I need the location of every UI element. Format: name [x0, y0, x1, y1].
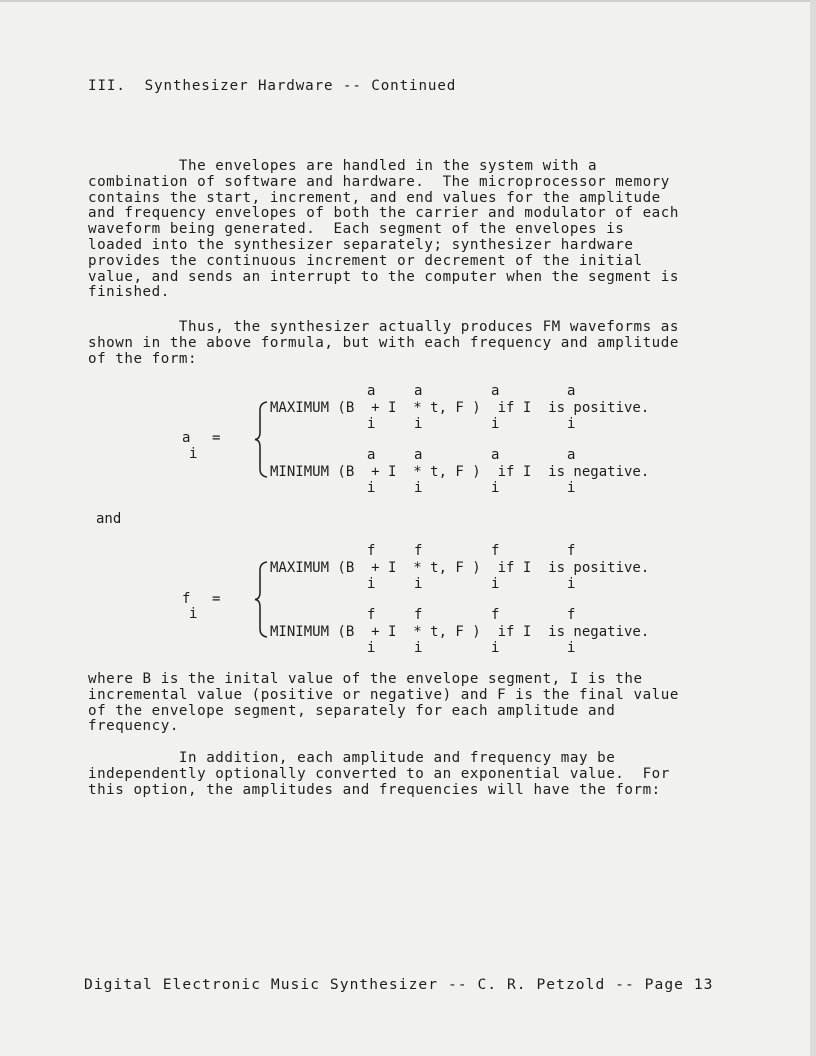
- section-heading: III. Synthesizer Hardware -- Continued: [88, 78, 457, 94]
- connector-and: and: [96, 511, 122, 527]
- freq-min-sup-cond: f: [567, 607, 576, 623]
- freq-min-sub-cond: i: [567, 640, 576, 656]
- frequency-lhs: f: [182, 591, 191, 607]
- freq-min-sup-i: f: [414, 607, 423, 623]
- brace-amplitude: [254, 401, 268, 478]
- amp-max-sub-cond: i: [567, 416, 576, 432]
- amp-max-sup-b: a: [367, 383, 376, 399]
- amplitude-lhs-subscript: i: [189, 446, 198, 462]
- amp-max-sup-i: a: [414, 383, 423, 399]
- freq-max-line: MAXIMUM (B + I * t, F ) if I is positive.: [270, 560, 650, 576]
- amp-min-line: MINIMUM (B + I * t, F ) if I is negative.: [270, 464, 650, 480]
- paragraph-fm-waveforms: Thus, the synthesizer actually produces FM waveforms as shown in the above formula, but with each frequency and amplitude of the form:: [88, 319, 679, 367]
- amp-min-sub-b: i: [367, 480, 376, 496]
- frequency-equals: =: [212, 591, 221, 607]
- freq-max-sub-cond: i: [567, 576, 576, 592]
- amplitude-lhs: a: [182, 430, 191, 446]
- freq-max-sup-cond: f: [567, 543, 576, 559]
- freq-max-sub-b: i: [367, 576, 376, 592]
- freq-max-sup-b: f: [367, 543, 376, 559]
- freq-min-sub-f: i: [491, 640, 500, 656]
- amp-min-sub-cond: i: [567, 480, 576, 496]
- freq-max-sup-f: f: [491, 543, 500, 559]
- amp-min-sub-f: i: [491, 480, 500, 496]
- amp-min-sup-f: a: [491, 447, 500, 463]
- freq-max-sub-f: i: [491, 576, 500, 592]
- brace-frequency: [254, 561, 268, 638]
- amplitude-equals: =: [212, 430, 221, 446]
- amp-max-sup-f: a: [491, 383, 500, 399]
- amp-max-sub-f: i: [491, 416, 500, 432]
- amp-max-sub-i: i: [414, 416, 423, 432]
- amp-max-sub-b: i: [367, 416, 376, 432]
- paragraph-envelopes: The envelopes are handled in the system with a combination of software and hardware. The microprocessor memory contains the start, increment, and end values for the amplitude and frequency envelopes of both the carrier and modulator of each waveform being generated. Each segment of the envelopes is loaded into the synthesizer separately; synthesizer hardware provides the continuous increment or decrement of the initial value, and sends an interrupt to the computer when the segment is finished.: [88, 158, 679, 301]
- amp-max-line: MAXIMUM (B + I * t, F ) if I is positive.: [270, 400, 650, 416]
- paragraph-exponential: In addition, each amplitude and frequency may be independently optionally converted to an exponential value. For this option, the amplitudes and frequencies will have the form:: [88, 750, 670, 798]
- freq-min-sub-i: i: [414, 640, 423, 656]
- freq-min-line: MINIMUM (B + I * t, F ) if I is negative.: [270, 624, 650, 640]
- freq-max-sub-i: i: [414, 576, 423, 592]
- amp-min-sub-i: i: [414, 480, 423, 496]
- freq-max-sup-i: f: [414, 543, 423, 559]
- freq-min-sup-b: f: [367, 607, 376, 623]
- frequency-lhs-subscript: i: [189, 606, 198, 622]
- page-footer: Digital Electronic Music Synthesizer -- C. R. Petzold -- Page 13: [84, 976, 714, 993]
- page-right-edge: [810, 0, 816, 1056]
- paragraph-definitions: where B is the inital value of the envelope segment, I is the incremental value (positive or negative) and F is the final value of the envelope segment, separately for each amplitude and frequency.: [88, 671, 679, 735]
- amp-max-sup-cond: a: [567, 383, 576, 399]
- amp-min-sup-cond: a: [567, 447, 576, 463]
- page-top-edge: [0, 0, 816, 2]
- amp-min-sup-i: a: [414, 447, 423, 463]
- freq-min-sub-b: i: [367, 640, 376, 656]
- freq-min-sup-f: f: [491, 607, 500, 623]
- amp-min-sup-b: a: [367, 447, 376, 463]
